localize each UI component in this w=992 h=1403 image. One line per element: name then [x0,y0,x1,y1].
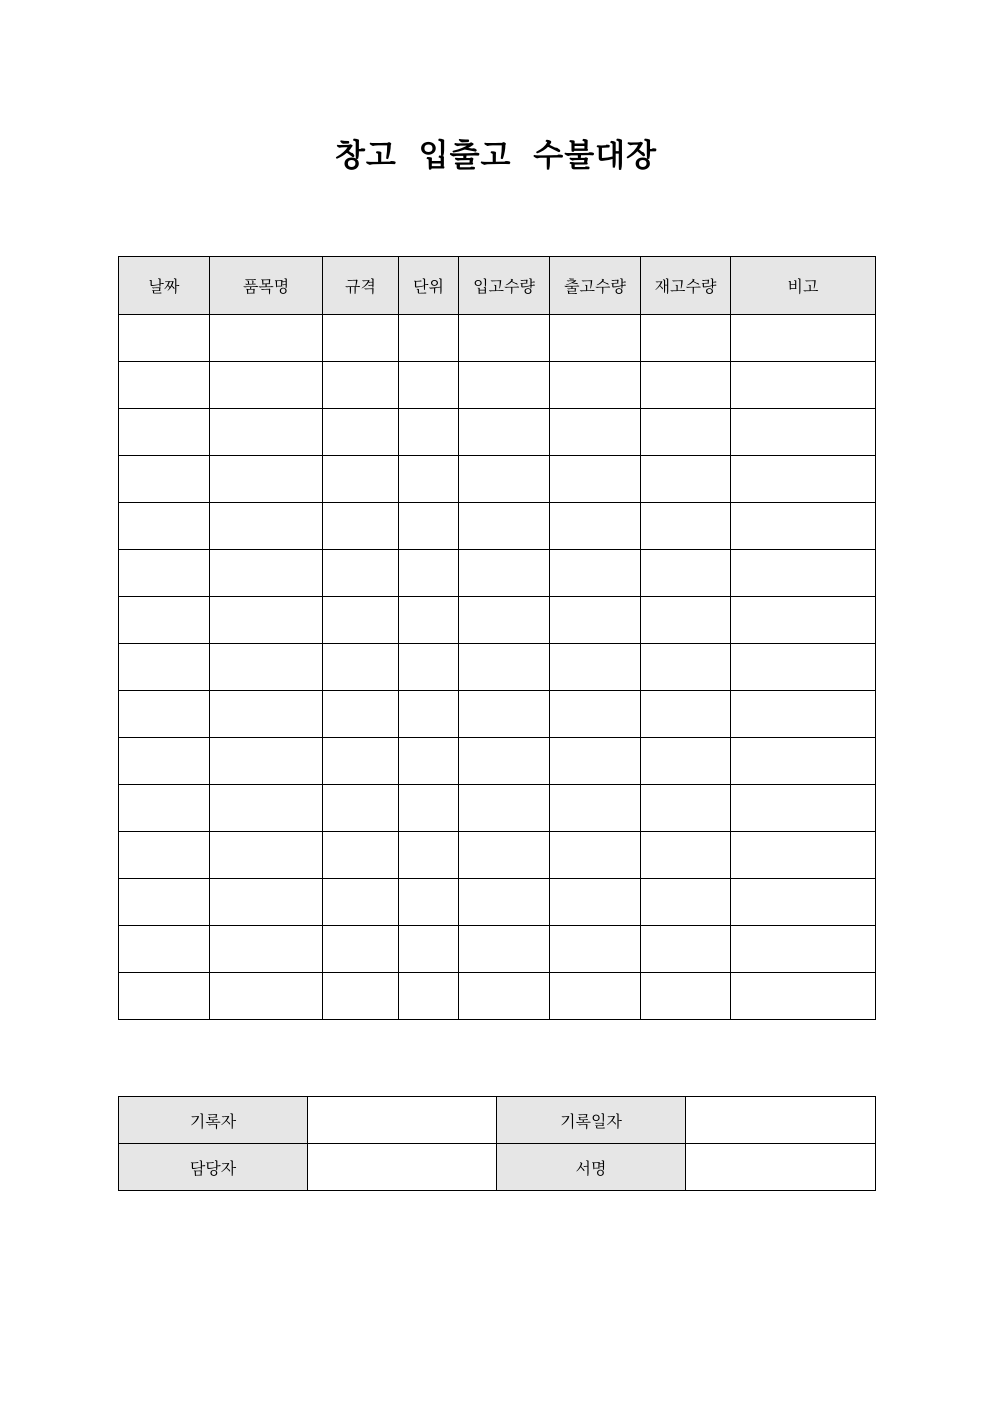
ledger-table [118,256,876,1020]
ledger-cell-unit[interactable] [399,597,459,644]
ledger-cell-date[interactable] [119,362,210,409]
ledger-cell-unit[interactable] [399,879,459,926]
ledger-cell-out-qty[interactable] [550,550,641,597]
ledger-cell-in-qty[interactable] [459,691,550,738]
ledger-cell-remarks[interactable] [731,550,876,597]
ledger-cell-in-qty[interactable] [459,597,550,644]
ledger-cell-date[interactable] [119,691,210,738]
ledger-row [119,926,876,973]
ledger-cell-date[interactable] [119,409,210,456]
ledger-cell-unit[interactable] [399,644,459,691]
ledger-cell-spec[interactable] [323,973,399,1020]
manager-field[interactable] [308,1144,497,1191]
ledger-row [119,456,876,503]
ledger-row [119,315,876,362]
ledger-cell-spec[interactable] [323,315,399,362]
ledger-cell-remarks[interactable] [731,832,876,879]
ledger-cell-unit[interactable] [399,409,459,456]
ledger-row [119,973,876,1020]
ledger-cell-spec[interactable] [323,738,399,785]
ledger-cell-unit[interactable] [399,456,459,503]
ledger-cell-out-qty[interactable] [550,785,641,832]
column-header-stock-qty: 재고수량 [641,257,731,315]
ledger-cell-out-qty[interactable] [550,832,641,879]
ledger-cell-unit[interactable] [399,550,459,597]
ledger-cell-item-name[interactable] [210,456,323,503]
ledger-cell-spec[interactable] [323,832,399,879]
ledger-cell-spec[interactable] [323,785,399,832]
ledger-row [119,503,876,550]
ledger-row [119,879,876,926]
ledger-cell-in-qty[interactable] [459,973,550,1020]
ledger-cell-spec[interactable] [323,409,399,456]
ledger-cell-remarks[interactable] [731,362,876,409]
ledger-cell-out-qty[interactable] [550,644,641,691]
ledger-row [119,738,876,785]
ledger-cell-item-name[interactable] [210,503,323,550]
ledger-cell-item-name[interactable] [210,315,323,362]
ledger-cell-stock-qty[interactable] [641,550,731,597]
ledger-cell-date[interactable] [119,597,210,644]
ledger-cell-out-qty[interactable] [550,691,641,738]
ledger-cell-in-qty[interactable] [459,456,550,503]
recorder-field[interactable] [308,1097,497,1144]
ledger-row [119,362,876,409]
ledger-cell-stock-qty[interactable] [641,785,731,832]
ledger-cell-date[interactable] [119,738,210,785]
ledger-cell-item-name[interactable] [210,785,323,832]
ledger-cell-in-qty[interactable] [459,926,550,973]
ledger-cell-spec[interactable] [323,503,399,550]
ledger-cell-out-qty[interactable] [550,973,641,1020]
column-header-out-qty: 출고수량 [550,257,641,315]
ledger-cell-spec[interactable] [323,926,399,973]
ledger-cell-date[interactable] [119,503,210,550]
ledger-row [119,644,876,691]
signature-row [119,1144,876,1191]
ledger-cell-stock-qty[interactable] [641,456,731,503]
ledger-cell-stock-qty[interactable] [641,926,731,973]
ledger-cell-stock-qty[interactable] [641,409,731,456]
signature-row [119,1097,876,1144]
column-header-date: 날짜 [119,257,210,315]
ledger-cell-stock-qty[interactable] [641,973,731,1020]
column-header-unit: 단위 [399,257,459,315]
ledger-cell-remarks[interactable] [731,785,876,832]
ledger-row [119,409,876,456]
ledger-cell-remarks[interactable] [731,597,876,644]
ledger-row [119,597,876,644]
ledger-cell-remarks[interactable] [731,409,876,456]
column-header-spec: 규격 [323,257,399,315]
ledger-cell-out-qty[interactable] [550,456,641,503]
ledger-cell-in-qty[interactable] [459,503,550,550]
ledger-cell-remarks[interactable] [731,879,876,926]
ledger-cell-in-qty[interactable] [459,644,550,691]
ledger-row [119,550,876,597]
ledger-cell-out-qty[interactable] [550,879,641,926]
signature-label: 서명 [497,1144,686,1191]
ledger-cell-stock-qty[interactable] [641,315,731,362]
ledger-cell-out-qty[interactable] [550,738,641,785]
ledger-cell-item-name[interactable] [210,879,323,926]
ledger-cell-remarks[interactable] [731,926,876,973]
recorder-label: 기록자 [119,1097,308,1144]
ledger-cell-unit[interactable] [399,738,459,785]
ledger-cell-unit[interactable] [399,832,459,879]
ledger-cell-in-qty[interactable] [459,832,550,879]
ledger-cell-spec[interactable] [323,597,399,644]
ledger-cell-remarks[interactable] [731,691,876,738]
record-date-label: 기록일자 [497,1097,686,1144]
column-header-remarks: 비고 [731,257,876,315]
ledger-cell-item-name[interactable] [210,362,323,409]
ledger-cell-spec[interactable] [323,550,399,597]
ledger-cell-in-qty[interactable] [459,550,550,597]
ledger-cell-out-qty[interactable] [550,597,641,644]
ledger-row [119,691,876,738]
ledger-cell-remarks[interactable] [731,738,876,785]
ledger-cell-in-qty[interactable] [459,315,550,362]
ledger-cell-remarks[interactable] [731,973,876,1020]
ledger-cell-spec[interactable] [323,644,399,691]
ledger-cell-item-name[interactable] [210,926,323,973]
ledger-cell-unit[interactable] [399,503,459,550]
ledger-cell-item-name[interactable] [210,597,323,644]
ledger-cell-out-qty[interactable] [550,315,641,362]
ledger-cell-out-qty[interactable] [550,362,641,409]
ledger-cell-item-name[interactable] [210,550,323,597]
ledger-cell-item-name[interactable] [210,973,323,1020]
ledger-cell-unit[interactable] [399,362,459,409]
ledger-cell-unit[interactable] [399,315,459,362]
ledger-cell-date[interactable] [119,644,210,691]
signature-field[interactable] [686,1144,876,1191]
record-date-field[interactable] [686,1097,876,1144]
document-title: 창고 입출고 수불대장 [334,138,658,174]
ledger-cell-spec[interactable] [323,879,399,926]
ledger-cell-date[interactable] [119,973,210,1020]
column-header-in-qty: 입고수량 [459,257,550,315]
ledger-cell-stock-qty[interactable] [641,832,731,879]
ledger-cell-remarks[interactable] [731,456,876,503]
ledger-cell-unit[interactable] [399,926,459,973]
ledger-cell-out-qty[interactable] [550,503,641,550]
ledger-cell-item-name[interactable] [210,832,323,879]
ledger-cell-item-name[interactable] [210,738,323,785]
ledger-cell-in-qty[interactable] [459,362,550,409]
signature-table [118,1096,876,1191]
ledger-cell-date[interactable] [119,550,210,597]
ledger-cell-date[interactable] [119,832,210,879]
ledger-cell-in-qty[interactable] [459,738,550,785]
ledger-row [119,832,876,879]
ledger-cell-remarks[interactable] [731,315,876,362]
ledger-cell-date[interactable] [119,926,210,973]
ledger-cell-remarks[interactable] [731,503,876,550]
ledger-cell-item-name[interactable] [210,691,323,738]
ledger-cell-date[interactable] [119,785,210,832]
ledger-cell-unit[interactable] [399,785,459,832]
ledger-cell-stock-qty[interactable] [641,362,731,409]
ledger-cell-in-qty[interactable] [459,879,550,926]
ledger-cell-date[interactable] [119,315,210,362]
ledger-cell-stock-qty[interactable] [641,738,731,785]
ledger-cell-stock-qty[interactable] [641,503,731,550]
ledger-cell-date[interactable] [119,879,210,926]
column-header-item-name: 품목명 [210,257,323,315]
ledger-cell-out-qty[interactable] [550,926,641,973]
ledger-cell-spec[interactable] [323,691,399,738]
ledger-cell-stock-qty[interactable] [641,597,731,644]
ledger-row [119,785,876,832]
ledger-cell-in-qty[interactable] [459,409,550,456]
ledger-cell-stock-qty[interactable] [641,644,731,691]
ledger-cell-unit[interactable] [399,691,459,738]
ledger-cell-remarks[interactable] [731,644,876,691]
ledger-cell-out-qty[interactable] [550,409,641,456]
ledger-cell-stock-qty[interactable] [641,691,731,738]
ledger-cell-item-name[interactable] [210,409,323,456]
ledger-cell-stock-qty[interactable] [641,879,731,926]
ledger-header-row [119,257,876,315]
ledger-cell-spec[interactable] [323,362,399,409]
ledger-cell-spec[interactable] [323,456,399,503]
ledger-cell-item-name[interactable] [210,644,323,691]
ledger-cell-unit[interactable] [399,973,459,1020]
ledger-cell-in-qty[interactable] [459,785,550,832]
manager-label: 담당자 [119,1144,308,1191]
ledger-cell-date[interactable] [119,456,210,503]
